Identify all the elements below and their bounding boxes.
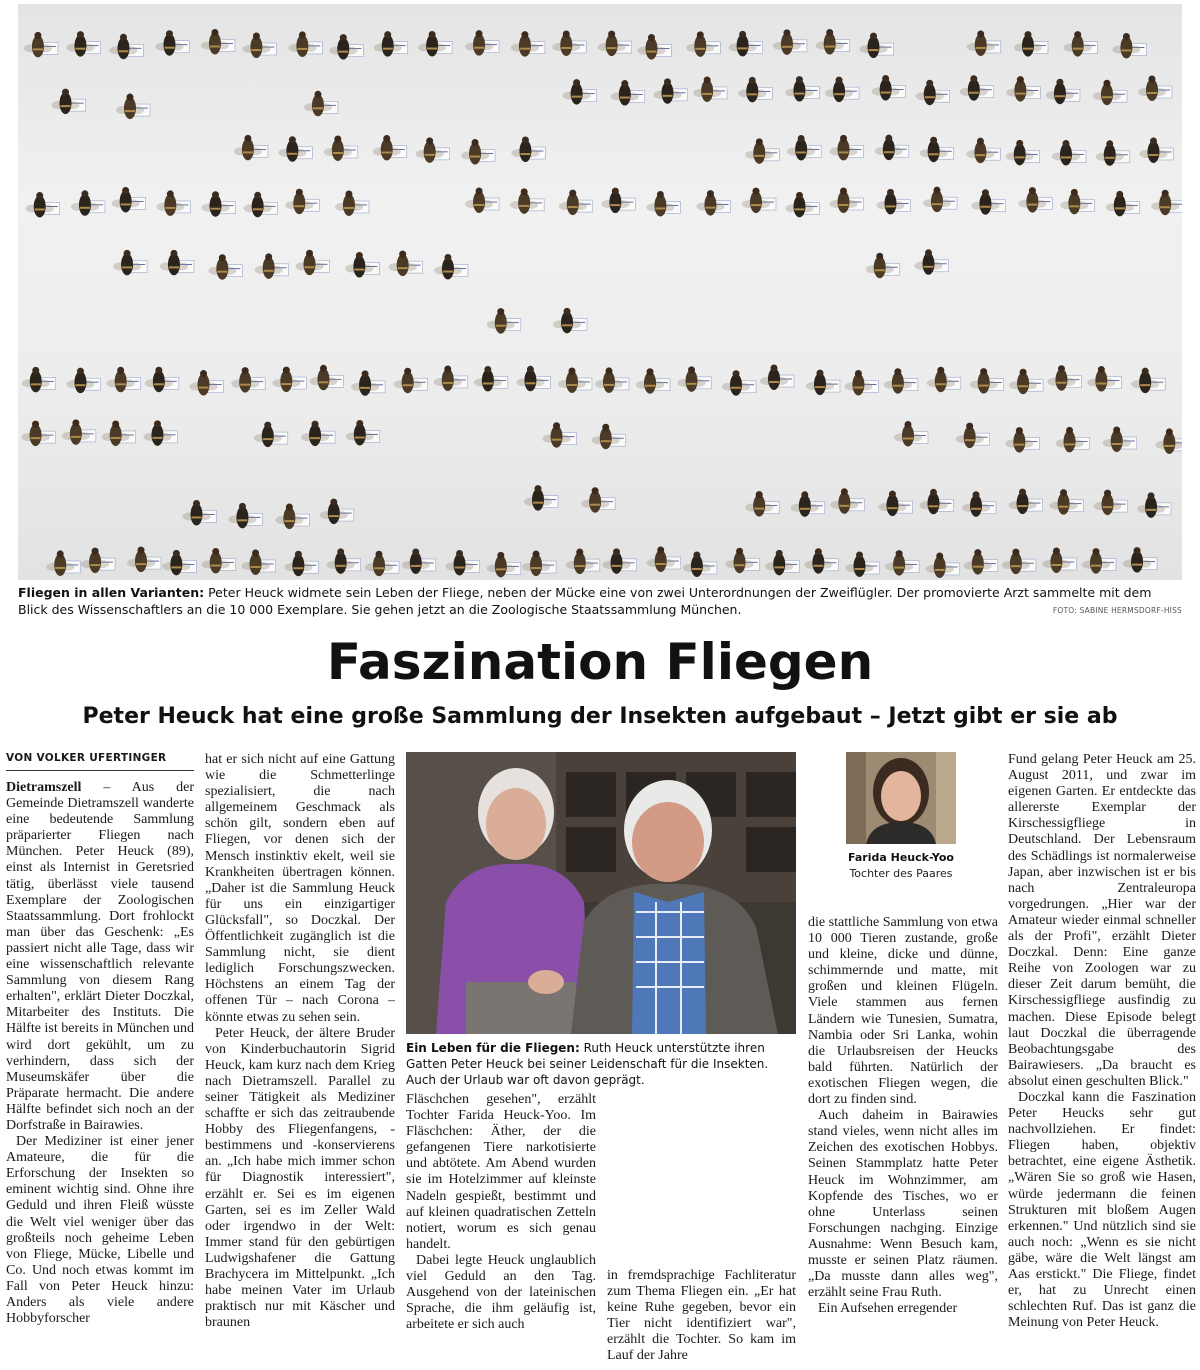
portrait-name: Farida Heuck-Yoo: [848, 851, 954, 864]
pinned-fly: [1155, 428, 1182, 454]
pinned-fly: [255, 253, 289, 279]
pinned-fly: [1009, 369, 1043, 395]
pinned-fly: [1009, 489, 1043, 515]
portrait-role: Tochter des Paares: [849, 867, 953, 880]
article-column-2: [205, 752, 395, 1370]
pinned-fly: [345, 252, 379, 278]
pinned-fly: [653, 78, 687, 104]
pinned-fly: [1060, 189, 1094, 215]
author-byline: VON VOLKER UFERTINGER: [6, 752, 194, 771]
paragraph: Auch daheim in Bairawies stand vieles, wenn nicht alles im Zeichen des exotischen Hobbys. Seinen Stammplatz hatte Peter Heuck im Wohnzimmer, am Kopfende des Tisches, wo er ohne Unterlass seinen Forschungen nachging. Einzige Ausnahme: Wenn Besuch kam, musste er seinen Platz räumen. „Da musste dann alles weg", erzählt seine Frau Ruth.: [808, 1108, 998, 1301]
pinned-fly: [830, 488, 864, 514]
pinned-fly: [825, 77, 859, 103]
pinned-fly: [116, 94, 150, 120]
paragraph: Ein Aufsehen erregender: [818, 1301, 958, 1317]
pinned-fly: [878, 491, 912, 517]
pinned-fly: [228, 503, 262, 529]
pinned-fly: [127, 547, 161, 573]
pinned-fly: [866, 253, 900, 278]
pinned-fly: [62, 419, 96, 445]
pinned-fly: [434, 365, 468, 391]
pinned-fly: [510, 188, 544, 214]
pinned-fly: [22, 367, 56, 393]
pinned-fly: [335, 190, 369, 216]
pinned-fly: [543, 422, 577, 448]
pinned-fly: [559, 190, 593, 216]
pinned-fly: [201, 29, 235, 55]
couple-photo-caption: [406, 1040, 796, 1088]
pinned-fly: [66, 368, 100, 394]
pinned-fly: [967, 30, 1001, 56]
pinned-fly: [1137, 492, 1171, 518]
caption-text: Ruth Heuck unterstützte ihren Gatten Peter Heuck bei seiner Leidenschaft für die Insekten. Auch der Urlaub war oft davon geprägt.: [406, 1041, 769, 1087]
pinned-fly: [112, 187, 146, 213]
pinned-fly: [859, 33, 893, 59]
pinned-fly: [745, 491, 779, 517]
pinned-fly: [275, 504, 309, 530]
pinned-fly: [272, 367, 306, 393]
pinned-fly: [745, 138, 779, 164]
pinned-fly: [1050, 489, 1084, 515]
caption-text: Peter Heuck widmete sein Leben der Fliege, neben der Mücke eine von zwei Unterordnungen der Zweiflügler. Der promovierte Arzt sammelte mit dem Blick des Wissenschaftlers an die 10 000 Exemplare. Sie gehen jetzt an die Zoologische Staatssammlung München.: [18, 585, 1152, 617]
pinned-fly: [389, 251, 423, 277]
pinned-fly: [46, 550, 80, 576]
pinned-fly: [884, 368, 918, 394]
pinned-fly: [601, 188, 635, 214]
pinned-fly: [915, 249, 949, 275]
pinned-fly: [324, 135, 358, 161]
pinned-fly: [24, 32, 58, 58]
pinned-fly: [511, 31, 545, 57]
pinned-fly: [646, 191, 680, 217]
headline: Faszination Fliegen: [326, 633, 874, 691]
pinned-fly: [524, 485, 558, 511]
pinned-fly: [1131, 368, 1165, 394]
pinned-fly: [1103, 427, 1137, 453]
pinned-fly: [806, 370, 840, 396]
pinned-fly: [552, 30, 586, 56]
pinned-fly: [113, 250, 147, 276]
pinned-fly: [729, 31, 763, 57]
pinned-fly: [647, 547, 681, 573]
paragraph: Peter Heuck, der ältere Bruder von Kinderbuchautorin Sigrid Heuck, kam kurz nach dem Krieg nach Dietramszell. Parallel zu seiner Tätigkeit als Mediziner schaffte er sich das zeitraubende Hobby des Fliegenfangens, -bestimmens und -konservierens an. „Ich habe mich immer schon für Diagnostik interessiert", erzählt er. Sei es im eigenen Garten, sei es im Zeller Wald oder irgendwo in der Welt: Immer stand für den gebürtigen Ludwigshafener die Gattung Brachycera im Mittelpunkt. „Ich habe meinen Vater im Urlaub praktisch nur mit Käscher und braunen: [205, 1025, 395, 1331]
pinned-fly: [202, 191, 236, 217]
pinned-fly: [1082, 548, 1116, 574]
pinned-fly: [894, 421, 928, 447]
pinned-fly: [919, 489, 953, 515]
pinned-fly: [742, 188, 776, 214]
pinned-fly: [598, 31, 632, 56]
couple-photo-illustration: [406, 752, 796, 1034]
pinned-fly: [327, 548, 361, 574]
paragraph: Fläschchen gesehen", erzählt Tochter Farida Heuck-Yoo. Im Fläschchen: Äther, der die gefangenen Tiere narkotisierte und abtötete. Am Abend wurden sie im Hotelzimmer auf kleinste Nadeln gespießt, bestimmt und auf kleinen quadratischen Zetteln notiert, worum es sich genau handelt.: [406, 1092, 596, 1252]
pinned-fly: [145, 367, 179, 393]
pinned-fly: [1042, 547, 1076, 573]
fly-collection-photo: [18, 4, 1182, 580]
pinned-fly: [636, 368, 670, 394]
pinned-fly: [726, 548, 760, 574]
pinned-fly: [1106, 191, 1140, 217]
pinned-fly: [155, 30, 189, 55]
pinned-fly: [558, 367, 592, 393]
pinned-fly: [1112, 33, 1146, 59]
pinned-fly: [329, 34, 363, 60]
pinned-fly: [208, 254, 242, 280]
pinned-fly: [465, 188, 499, 214]
article-column-5: [808, 915, 998, 1370]
pinned-fly: [418, 31, 452, 56]
pinned-fly: [926, 552, 960, 578]
pinned-fly: [846, 552, 880, 578]
pinned-fly: [71, 190, 105, 216]
pinned-fly: [487, 308, 521, 334]
pinned-fly: [254, 422, 288, 448]
caption-lead: Ein Leben für die Fliegen:: [406, 1041, 580, 1055]
pinned-fly: [553, 308, 587, 334]
pinned-fly: [190, 370, 224, 396]
pinned-fly: [872, 75, 906, 101]
pinned-fly: [916, 80, 950, 106]
paragraph: Fund gelang Peter Heuck am 25. August 2011, und zwar im eigenen Garten. Er entdeckte das allererste Exemplar der Kirschessigfliege in Deutschland. Der Lebensraum des Schädlings ist normalerweise Japan, aber inzwischen ist er bis nach Zentraleuropa vorgedrungen. „Hier war der Amateur wieder einmal schneller als der Profi", erzählt Dieter Doczkal. Denn: Eine ganze Reihe von Zoologen war zu dieser Zeit darum bemüht, die Kirschessigfliege ausfindig zu machen. Diese Episode belegt laut Doczkal die überragende Beobachtungsgabe des Bairawiesers. „Da braucht es absolut einen geschulten Blick.": [1008, 752, 1196, 1089]
pinned-fly: [885, 550, 919, 576]
pinned-fly: [81, 548, 115, 574]
pinned-fly: [791, 491, 825, 517]
pinned-fly: [51, 89, 85, 115]
paragraph: Der Mediziner ist einer jener Amateure, die für die Erforschung der Insekten so eminent wichtig sind. Ohne ihre Geduld und ihren Fleiß wüsste die Welt viel weniger über das großteils noch geheime Leben von Fliege, Mücke, Libelle und Co. Und noch etwas kommt im Fall von Peter Heuck hinzu: Anders als viele andere Hobbyforscher: [6, 1134, 194, 1327]
pinned-fly: [474, 366, 508, 392]
pinned-fly: [1002, 549, 1036, 575]
couple-photo: [406, 752, 796, 1034]
pinned-fly: [465, 30, 499, 56]
pinned-fly: [804, 548, 838, 574]
pinned-fly: [22, 421, 56, 447]
pinned-fly: [434, 254, 468, 280]
pinned-fly: [927, 367, 961, 393]
pinned-fly: [516, 366, 550, 392]
pinned-fly: [231, 367, 265, 393]
pinned-fly: [563, 79, 597, 105]
pinned-fly: [285, 189, 319, 215]
pinned-fly: [787, 135, 821, 161]
pinned-fly: [446, 550, 480, 576]
pinned-fly: [760, 365, 794, 391]
pinned-fly: [156, 190, 190, 216]
article-column-3: [406, 1092, 596, 1370]
pinned-fly: [1094, 490, 1128, 516]
pinned-fly: [522, 551, 556, 577]
pinned-fly: [786, 192, 820, 218]
pinned-fly: [1005, 427, 1039, 453]
paragraph: in fremdsprachige Fachliteratur zum Thema Fliegen ein. „Er hat keine Ruhe gegeben, bevor ein Tier nicht identifiziert war", erzählt die Tochter. So kam im Lauf der Jahre: [607, 1268, 796, 1364]
pinned-fly: [830, 187, 864, 213]
pinned-fly: [773, 29, 807, 54]
pinned-fly: [1093, 80, 1127, 106]
pinned-fly: [602, 548, 636, 574]
pinned-fly: [1064, 31, 1098, 57]
paragraph: Doczkal kann die Faszination Peter Heucks sehr gut nachvollziehen. Er findet: Fliegen haben, objektiv betrachtet, eine eigene Ästhetik. „Wären Sie so groß wie Hasen, würde jedermann die feinen Strukturen mit bloßem Augen erkennen." Und nützlich sind sie auch noch: „Wenn es sie nicht gäbe, wäre die Welt längst am Aas erstickt." Die Fliege, findet er, hat zu Unrecht einen schlechten Ruf. Das ist ganz die Meinung von Peter Heuck.: [1008, 1089, 1196, 1331]
pinned-fly: [722, 370, 756, 396]
pinned-fly: [511, 137, 545, 163]
pinned-fly: [611, 80, 645, 106]
main-photo-caption: [18, 584, 1182, 618]
pinned-fly: [1096, 140, 1130, 166]
pinned-fly: [402, 548, 436, 574]
pinned-fly: [244, 192, 278, 218]
pinned-fly: [461, 139, 495, 165]
pinned-fly: [581, 487, 615, 513]
pinned-fly: [1006, 76, 1040, 102]
pinned-fly: [162, 550, 196, 576]
article-column-4: [607, 1268, 796, 1370]
paragraph: hat er sich nicht auf eine Gattung wie die Schmetterlinge spezialisiert, die nach allgemeinem Geschmack als schön gilt, sondern eben auf Fliegen, vor denen sich der Mensch instinktiv ekelt, weil sie Krankheiten übertragen können. „Daher ist die Sammlung Heuck für uns ein einzigartiger Glücksfall", so Doczkal. Der Öffentlichkeit zugänglich ist die Sammlung nicht, sie dient lediglich Forschungszwecken. Höchstens an einem Tag der offenen Tür – nach Corona – könnte etwas zu sehen sein.: [205, 752, 395, 1025]
pinned-fly: [394, 368, 428, 394]
pinned-fly: [1056, 427, 1090, 453]
portrait-photo: [846, 752, 956, 844]
pinned-fly: [242, 33, 276, 59]
pinned-fly: [373, 135, 407, 161]
pinned-fly: [765, 550, 799, 576]
pinned-fly: [1052, 140, 1086, 166]
caption-lead: Fliegen in allen Varianten:: [18, 585, 205, 600]
pinned-fly: [278, 136, 312, 162]
pinned-fly: [234, 135, 268, 161]
portrait-illustration: [846, 752, 956, 844]
pinned-fly: [829, 135, 863, 161]
pinned-fly: [1123, 547, 1157, 573]
pinned-fly: [1006, 140, 1040, 166]
pinned-fly: [875, 135, 909, 161]
pinned-fly: [971, 189, 1005, 215]
pinned-fly: [416, 137, 450, 163]
pinned-fly: [960, 75, 994, 101]
pinned-fly: [683, 551, 717, 577]
pinned-fly: [296, 250, 330, 275]
pinned-fly: [301, 421, 335, 447]
pinned-fly: [920, 137, 954, 163]
pinned-fly: [956, 423, 990, 449]
pinned-fly: [1047, 365, 1081, 391]
pinned-fly: [738, 77, 772, 103]
pinned-fly: [592, 424, 626, 450]
pinned-fly: [346, 420, 380, 446]
pinned-fly: [202, 548, 236, 574]
pinned-fly: [143, 420, 177, 446]
photo-credit: FOTO: SABINE HERMSDORF-HISS: [1052, 606, 1182, 615]
pinned-fly: [102, 420, 136, 446]
dateline: Dietramszell: [6, 780, 82, 795]
pinned-fly: [1087, 366, 1121, 392]
pinned-fly: [160, 250, 194, 276]
pinned-fly: [1139, 137, 1173, 163]
pinned-fly: [785, 76, 819, 102]
pinned-fly: [304, 91, 338, 117]
pinned-fly: [678, 366, 712, 392]
pinned-fly: [182, 500, 216, 525]
pinned-fly: [107, 367, 141, 393]
pinned-fly: [1138, 76, 1172, 102]
fly-collection-illustration: [18, 4, 1182, 580]
pinned-fly: [288, 31, 322, 57]
pinned-fly: [1018, 187, 1052, 213]
pinned-fly: [284, 551, 318, 577]
pinned-fly: [374, 31, 408, 57]
pinned-fly: [351, 370, 385, 396]
article-column-6: [1008, 752, 1196, 1370]
article-column-1: [6, 780, 194, 1370]
pinned-fly: [26, 192, 60, 218]
pinned-fly: [66, 31, 100, 57]
pinned-fly: [964, 549, 998, 575]
pinned-fly: [595, 367, 629, 393]
pinned-fly: [1014, 31, 1048, 57]
pinned-fly: [637, 34, 671, 60]
pinned-fly: [1151, 190, 1182, 216]
pinned-fly: [696, 190, 730, 216]
paragraph: die stattliche Sammlung von etwa 10 000 Tieren zustande, große und kleine, dicke und dünne, schimmernde und matte, mit großen und kleinen Flügeln. Viele stammen aus fernen Ländern wie Tunesien, Sumatra, Nambia oder Sri Lanka, wohin die Urlaubsreisen der Heucks bald führten. Natürlich der exotischen Fliegen wegen, die dort zu finden sind.: [808, 915, 998, 1108]
paragraph: – Aus der Gemeinde Dietramszell wanderte eine bedeutende Sammlung präparierter Fliegen nach München. Peter Heuck (89), einst als Internist in Geretsried tätig, überlässt viele tausend Exemplare der Zoologischen Staatssammlung. Dort frohlockt man über das Geschenk: „Es passiert nicht alle Tage, dass wir eine wissenschaftlich relevante Sammlung von diesem Rang erhalten", erklärt Dieter Doczkal, Mitarbeiter des Instituts. Die Hälfte ist bereits in München und wird dort gekühlt, um zu verhindern, dass sich der Museumskäfer über die Präparate hermacht. Die andere Hälfte befindet sich noch an der Dorfstraße in Bairawies.: [6, 780, 194, 1133]
pinned-fly: [566, 549, 600, 575]
subheadline: Peter Heuck hat eine große Sammlung der Insekten aufgebaut – Jetzt gibt er sie ab: [82, 704, 1118, 729]
pinned-fly: [877, 189, 911, 215]
pinned-fly: [970, 368, 1004, 394]
pinned-fly: [487, 552, 521, 578]
pinned-fly: [109, 34, 143, 60]
pinned-fly: [365, 551, 399, 577]
pinned-fly: [844, 370, 878, 396]
pinned-fly: [1046, 79, 1080, 105]
pinned-fly: [320, 499, 354, 525]
pinned-fly: [816, 29, 850, 55]
pinned-fly: [693, 76, 727, 102]
pinned-fly: [962, 491, 996, 517]
pinned-fly: [686, 31, 720, 57]
pinned-fly: [923, 187, 957, 213]
pinned-fly: [309, 365, 343, 391]
paragraph: Dabei legte Heuck unglaublich viel Geduld an den Tag. Ausgehend von der lateinischen Sprache, die ihm geläufig ist, arbeitete er sich auch: [406, 1252, 596, 1333]
pinned-fly: [242, 549, 276, 575]
pinned-fly: [966, 138, 1000, 164]
